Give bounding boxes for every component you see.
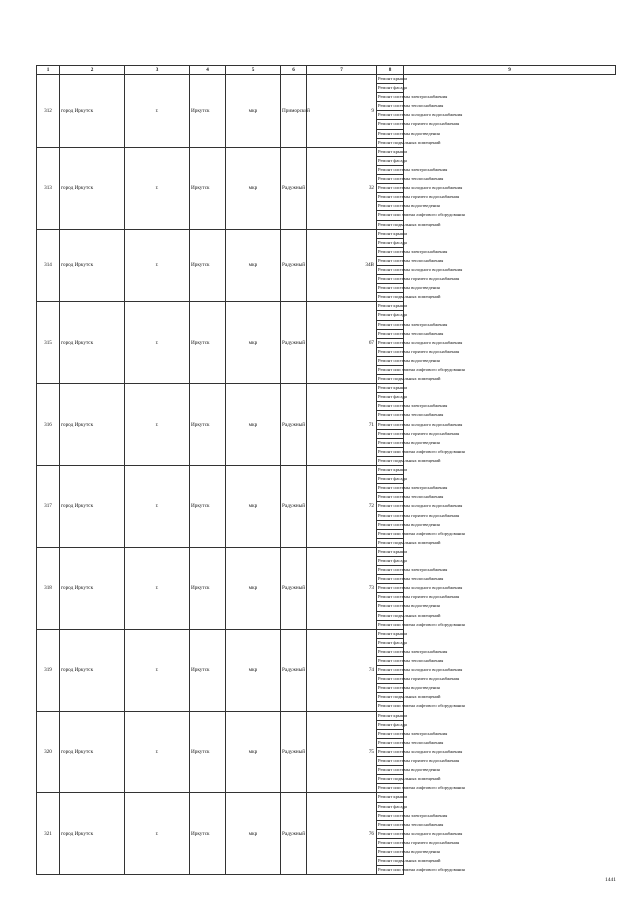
house-number: 72 bbox=[307, 466, 377, 548]
work-item: Ремонт системы электроснабжения bbox=[377, 729, 404, 738]
work-item: Ремонт системы теплоснабжения bbox=[377, 102, 404, 111]
work-item: Ремонт системы электроснабжения bbox=[377, 402, 404, 411]
district-name: Приморский bbox=[281, 75, 307, 148]
work-item: Ремонт системы электроснабжения bbox=[377, 320, 404, 329]
record-number: 317 bbox=[37, 466, 60, 548]
district-type: мкр bbox=[226, 384, 281, 466]
record-number: 316 bbox=[37, 384, 60, 466]
work-item: Ремонт системы горячего водоснабжения bbox=[377, 275, 404, 284]
work-item: Ремонт системы водоотведения bbox=[377, 520, 404, 529]
header-col-2: 2 bbox=[60, 66, 125, 75]
work-item: Ремонт системы горячего водоснабжения bbox=[377, 193, 404, 202]
table-row bbox=[37, 75, 616, 84]
work-item: Ремонт системы электроснабжения bbox=[377, 165, 404, 174]
header-col-4: 4 bbox=[190, 66, 226, 75]
work-item: Ремонт системы горячего водоснабжения bbox=[377, 511, 404, 520]
work-item: Ремонт системы холодного водоснабжения bbox=[377, 111, 404, 120]
work-item: Ремонт или замена лифтового оборудования bbox=[377, 447, 404, 456]
work-item: Ремонт подвальных помещений bbox=[377, 538, 404, 547]
work-item: Ремонт подвальных помещений bbox=[377, 857, 404, 866]
work-item: Ремонт фасада bbox=[377, 156, 404, 165]
work-item: Ремонт системы теплоснабжения bbox=[377, 493, 404, 502]
work-item: Ремонт подвальных помещений bbox=[377, 611, 404, 620]
table-row bbox=[37, 302, 616, 311]
settlement-type: г. bbox=[125, 302, 190, 384]
work-item: Ремонт системы холодного водоснабжения bbox=[377, 829, 404, 838]
work-item: Ремонт системы горячего водоснабжения bbox=[377, 429, 404, 438]
work-item: Ремонт системы теплоснабжения bbox=[377, 820, 404, 829]
work-item: Ремонт крыши bbox=[377, 629, 404, 638]
work-item: Ремонт системы водоотведения bbox=[377, 684, 404, 693]
work-item: Ремонт подвальных помещений bbox=[377, 138, 404, 147]
municipality: город Иркутск bbox=[60, 466, 125, 548]
record-number: 318 bbox=[37, 547, 60, 629]
municipality: город Иркутск bbox=[60, 711, 125, 793]
district-type: мкр bbox=[226, 466, 281, 548]
work-item: Ремонт системы холодного водоснабжения bbox=[377, 747, 404, 756]
settlement-name: Иркутск bbox=[190, 229, 226, 302]
table-row bbox=[37, 384, 616, 393]
work-item: Ремонт системы теплоснабжения bbox=[377, 738, 404, 747]
work-item: Ремонт или замена лифтового оборудования bbox=[377, 211, 404, 220]
record-number: 320 bbox=[37, 711, 60, 793]
work-item: Ремонт системы электроснабжения bbox=[377, 93, 404, 102]
settlement-type: г. bbox=[125, 793, 190, 875]
settlement-type: г. bbox=[125, 147, 190, 229]
work-item: Ремонт или замена лифтового оборудования bbox=[377, 866, 404, 875]
house-number: 67 bbox=[307, 302, 377, 384]
work-item: Ремонт фасада bbox=[377, 393, 404, 402]
table-row bbox=[37, 147, 616, 156]
work-item: Ремонт системы теплоснабжения bbox=[377, 411, 404, 420]
house-number: 75 bbox=[307, 711, 377, 793]
district-name: Радужный bbox=[281, 147, 307, 229]
work-item: Ремонт системы водоотведения bbox=[377, 766, 404, 775]
municipality: город Иркутск bbox=[60, 547, 125, 629]
work-item: Ремонт крыши bbox=[377, 75, 404, 84]
work-item: Ремонт системы холодного водоснабжения bbox=[377, 584, 404, 593]
work-item: Ремонт системы электроснабжения bbox=[377, 484, 404, 493]
work-item: Ремонт подвальных помещений bbox=[377, 693, 404, 702]
work-item: Ремонт системы электроснабжения bbox=[377, 566, 404, 575]
municipality: город Иркутск bbox=[60, 384, 125, 466]
record-number: 313 bbox=[37, 147, 60, 229]
work-item: Ремонт системы теплоснабжения bbox=[377, 256, 404, 265]
municipality: город Иркутск bbox=[60, 229, 125, 302]
house-number: 71 bbox=[307, 384, 377, 466]
work-item: Ремонт системы водоотведения bbox=[377, 847, 404, 856]
record-number: 321 bbox=[37, 793, 60, 875]
house-number: 34В bbox=[307, 229, 377, 302]
work-item: Ремонт фасада bbox=[377, 638, 404, 647]
table-row bbox=[37, 547, 616, 556]
work-item: Ремонт системы горячего водоснабжения bbox=[377, 838, 404, 847]
work-item: Ремонт системы горячего водоснабжения bbox=[377, 347, 404, 356]
work-item: Ремонт или замена лифтового оборудования bbox=[377, 702, 404, 711]
document-page bbox=[36, 65, 615, 875]
district-name: Радужный bbox=[281, 629, 307, 711]
header-col-8: 8 bbox=[377, 66, 404, 75]
work-item: Ремонт системы теплоснабжения bbox=[377, 329, 404, 338]
header-col-1: 1 bbox=[37, 66, 60, 75]
work-item: Ремонт системы холодного водоснабжения bbox=[377, 265, 404, 274]
work-item: Ремонт подвальных помещений bbox=[377, 775, 404, 784]
record-number: 314 bbox=[37, 229, 60, 302]
work-item: Ремонт системы водоотведения bbox=[377, 438, 404, 447]
house-number: 74 bbox=[307, 629, 377, 711]
settlement-name: Иркутск bbox=[190, 711, 226, 793]
district-type: мкр bbox=[226, 229, 281, 302]
header-col-6: 6 bbox=[281, 66, 307, 75]
table-row bbox=[37, 229, 616, 238]
work-item: Ремонт системы холодного водоснабжения bbox=[377, 184, 404, 193]
settlement-name: Иркутск bbox=[190, 302, 226, 384]
work-item: Ремонт крыши bbox=[377, 466, 404, 475]
work-item: Ремонт крыши bbox=[377, 229, 404, 238]
work-item: Ремонт системы электроснабжения bbox=[377, 247, 404, 256]
header-col-7: 7 bbox=[307, 66, 377, 75]
work-item: Ремонт или замена лифтового оборудования bbox=[377, 620, 404, 629]
settlement-name: Иркутск bbox=[190, 629, 226, 711]
district-type: мкр bbox=[226, 711, 281, 793]
work-item: Ремонт крыши bbox=[377, 547, 404, 556]
record-number: 319 bbox=[37, 629, 60, 711]
district-type: мкр bbox=[226, 547, 281, 629]
district-name: Радужный bbox=[281, 302, 307, 384]
work-item: Ремонт или замена лифтового оборудования bbox=[377, 784, 404, 793]
header-col-9: 9 bbox=[404, 66, 616, 75]
work-item: Ремонт системы водоотведения bbox=[377, 284, 404, 293]
repair-works-table bbox=[36, 65, 616, 875]
work-item: Ремонт системы водоотведения bbox=[377, 129, 404, 138]
work-item: Ремонт системы электроснабжения bbox=[377, 811, 404, 820]
settlement-type: г. bbox=[125, 384, 190, 466]
work-item: Ремонт системы горячего водоснабжения bbox=[377, 120, 404, 129]
work-item: Ремонт или замена лифтового оборудования bbox=[377, 366, 404, 375]
settlement-type: г. bbox=[125, 547, 190, 629]
table-row bbox=[37, 793, 616, 802]
work-item: Ремонт крыши bbox=[377, 302, 404, 311]
work-item: Ремонт фасада bbox=[377, 311, 404, 320]
work-item: Ремонт фасада bbox=[377, 84, 404, 93]
settlement-type: г. bbox=[125, 629, 190, 711]
settlement-name: Иркутск bbox=[190, 384, 226, 466]
settlement-name: Иркутск bbox=[190, 793, 226, 875]
house-number: 32 bbox=[307, 147, 377, 229]
work-item: Ремонт системы водоотведения bbox=[377, 602, 404, 611]
work-item: Ремонт системы горячего водоснабжения bbox=[377, 675, 404, 684]
work-item: Ремонт системы водоотведения bbox=[377, 202, 404, 211]
record-number: 315 bbox=[37, 302, 60, 384]
district-name: Радужный bbox=[281, 711, 307, 793]
settlement-type: г. bbox=[125, 711, 190, 793]
municipality: город Иркутск bbox=[60, 147, 125, 229]
settlement-type: г. bbox=[125, 466, 190, 548]
settlement-type: г. bbox=[125, 229, 190, 302]
table-row bbox=[37, 466, 616, 475]
municipality: город Иркутск bbox=[60, 629, 125, 711]
district-type: мкр bbox=[226, 793, 281, 875]
work-item: Ремонт крыши bbox=[377, 384, 404, 393]
work-item: Ремонт системы холодного водоснабжения bbox=[377, 420, 404, 429]
work-item: Ремонт системы теплоснабжения bbox=[377, 657, 404, 666]
record-number: 312 bbox=[37, 75, 60, 148]
work-item: Ремонт фасада bbox=[377, 475, 404, 484]
district-name: Радужный bbox=[281, 793, 307, 875]
house-number: 73 bbox=[307, 547, 377, 629]
work-item: Ремонт фасада bbox=[377, 802, 404, 811]
settlement-type: г. bbox=[125, 75, 190, 148]
page-number: 1441 bbox=[605, 877, 616, 883]
table-row bbox=[37, 711, 616, 720]
header-row bbox=[37, 66, 616, 75]
work-item: Ремонт системы холодного водоснабжения bbox=[377, 502, 404, 511]
district-name: Радужный bbox=[281, 229, 307, 302]
header-col-5: 5 bbox=[226, 66, 281, 75]
work-item: Ремонт крыши bbox=[377, 793, 404, 802]
work-item: Ремонт системы электроснабжения bbox=[377, 647, 404, 656]
header-col-3: 3 bbox=[125, 66, 190, 75]
house-number: 76 bbox=[307, 793, 377, 875]
district-name: Радужный bbox=[281, 384, 307, 466]
settlement-name: Иркутск bbox=[190, 75, 226, 148]
settlement-name: Иркутск bbox=[190, 547, 226, 629]
work-item: Ремонт системы холодного водоснабжения bbox=[377, 666, 404, 675]
work-item: Ремонт системы теплоснабжения bbox=[377, 175, 404, 184]
work-item: Ремонт подвальных помещений bbox=[377, 456, 404, 465]
work-item: Ремонт системы водоотведения bbox=[377, 356, 404, 365]
work-item: Ремонт подвальных помещений bbox=[377, 375, 404, 384]
table-body bbox=[37, 75, 616, 875]
work-item: Ремонт системы горячего водоснабжения bbox=[377, 757, 404, 766]
house-number: 9 bbox=[307, 75, 377, 148]
work-item: Ремонт фасада bbox=[377, 556, 404, 565]
district-type: мкр bbox=[226, 302, 281, 384]
work-item: Ремонт фасада bbox=[377, 720, 404, 729]
work-item: Ремонт крыши bbox=[377, 711, 404, 720]
district-type: мкр bbox=[226, 147, 281, 229]
settlement-name: Иркутск bbox=[190, 147, 226, 229]
work-item: Ремонт крыши bbox=[377, 147, 404, 156]
municipality: город Иркутск bbox=[60, 75, 125, 148]
district-type: мкр bbox=[226, 629, 281, 711]
district-name: Радужный bbox=[281, 547, 307, 629]
settlement-name: Иркутск bbox=[190, 466, 226, 548]
work-item: Ремонт системы теплоснабжения bbox=[377, 575, 404, 584]
work-item: Ремонт системы холодного водоснабжения bbox=[377, 338, 404, 347]
work-item: Ремонт подвальных помещений bbox=[377, 293, 404, 302]
municipality: город Иркутск bbox=[60, 302, 125, 384]
municipality: город Иркутск bbox=[60, 793, 125, 875]
table-row bbox=[37, 629, 616, 638]
district-name: Радужный bbox=[281, 466, 307, 548]
work-item: Ремонт системы горячего водоснабжения bbox=[377, 593, 404, 602]
district-type: мкр bbox=[226, 75, 281, 148]
work-item: Ремонт или замена лифтового оборудования bbox=[377, 529, 404, 538]
work-item: Ремонт фасада bbox=[377, 238, 404, 247]
work-item: Ремонт подвальных помещений bbox=[377, 220, 404, 229]
